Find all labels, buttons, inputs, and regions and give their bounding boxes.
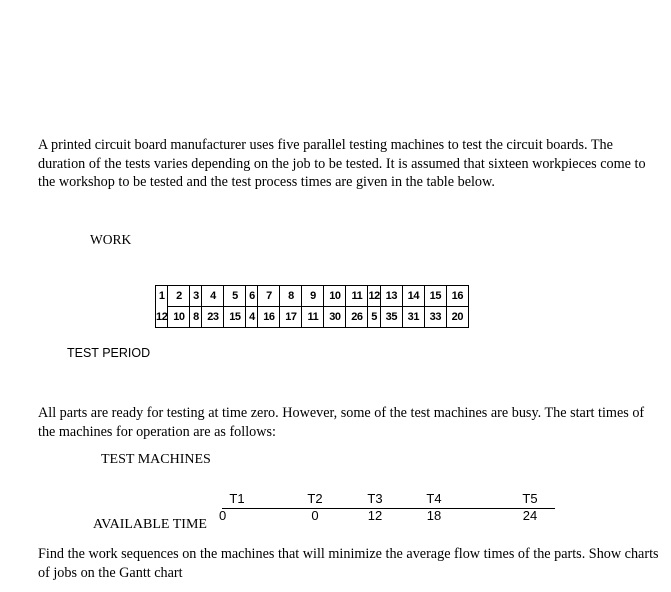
job-time-cell: 10 bbox=[168, 307, 190, 328]
job-time-cell: 8 bbox=[190, 307, 202, 328]
job-number-cell: 14 bbox=[402, 286, 424, 307]
job-time-cell: 33 bbox=[424, 307, 446, 328]
job-time-cell: 12 bbox=[156, 310, 168, 323]
machine-column-t5 bbox=[510, 491, 550, 523]
job-time-cell: 31 bbox=[402, 307, 424, 328]
job-time-cell: 17 bbox=[280, 307, 302, 328]
job-time-row bbox=[156, 307, 469, 328]
job-number-cell: 16 bbox=[446, 286, 468, 307]
job-time-cell: 11 bbox=[302, 307, 324, 328]
job-number-cell: 2 bbox=[168, 286, 190, 307]
job-number-cell: 13 bbox=[380, 286, 402, 307]
job-number-cell: 7 bbox=[258, 286, 280, 307]
job-time-cell: 26 bbox=[346, 307, 368, 328]
test-period-label: TEST PERIOD bbox=[67, 346, 151, 360]
machine-available-time: 0 bbox=[311, 508, 319, 523]
machine-column-t3 bbox=[355, 491, 395, 523]
intro-paragraph: A printed circuit board manufacturer uses five parallel testing machines to test the circuit boards. The duration of the tests varies depending on the job to be tested. It is assumed that sixteen workpieces come to the workshop to be tested and the test process times are given in the table below. bbox=[38, 137, 646, 190]
job-time-cell: 4 bbox=[246, 307, 258, 328]
machine-column-t2 bbox=[295, 491, 335, 523]
test-machines-label: TEST MACHINES bbox=[101, 452, 211, 467]
machine-name: T2 bbox=[307, 491, 323, 506]
job-number-row bbox=[156, 286, 469, 307]
job-time-cell: 30 bbox=[324, 307, 346, 328]
job-number-cell: 11 bbox=[346, 286, 368, 307]
machine-available-time: 24 bbox=[522, 508, 538, 523]
job-time-cell: 5 bbox=[368, 307, 380, 328]
job-number-cell: 9 bbox=[302, 286, 324, 307]
job-number-cell: 10 bbox=[324, 286, 346, 307]
machine-available-time: 18 bbox=[426, 508, 442, 523]
ready-paragraph: All parts are ready for testing at time zero. However, some of the test machines are busy. The start times of the machines for operation are as follows: bbox=[38, 405, 645, 440]
machine-column-t4 bbox=[414, 491, 454, 523]
job-number-cell: 4 bbox=[202, 286, 224, 307]
job-number-cell: 8 bbox=[280, 286, 302, 307]
job-number-cell: 15 bbox=[424, 286, 446, 307]
job-number-cell: 12 bbox=[368, 286, 380, 307]
job-times-table bbox=[155, 285, 469, 328]
job-number-cell: 6 bbox=[246, 286, 258, 307]
job-time-cell: 23 bbox=[202, 307, 224, 328]
machine-available-time: 0 bbox=[219, 508, 227, 523]
question-paragraph: Find the work sequences on the machines that will minimize the average flow times of the parts. Show charts of jobs on the Gantt chart bbox=[38, 546, 659, 581]
machine-available-time: 12 bbox=[367, 508, 383, 523]
job-time-cell: 15 bbox=[224, 307, 246, 328]
job-number-cell: 1 bbox=[158, 290, 165, 303]
job-time-cell: 35 bbox=[380, 307, 402, 328]
machine-name: T4 bbox=[426, 491, 442, 506]
machine-name: T1 bbox=[229, 491, 245, 506]
machine-name: T5 bbox=[522, 491, 538, 506]
job-time-cell: 16 bbox=[258, 307, 280, 328]
job-number-cell: 3 bbox=[190, 286, 202, 307]
job-time-cell: 20 bbox=[446, 307, 468, 328]
work-label: WORK bbox=[90, 232, 132, 247]
available-time-label: AVAILABLE TIME bbox=[93, 517, 207, 532]
job-number-cell: 5 bbox=[224, 286, 246, 307]
machine-name: T3 bbox=[367, 491, 383, 506]
machine-column-t1 bbox=[217, 491, 257, 523]
